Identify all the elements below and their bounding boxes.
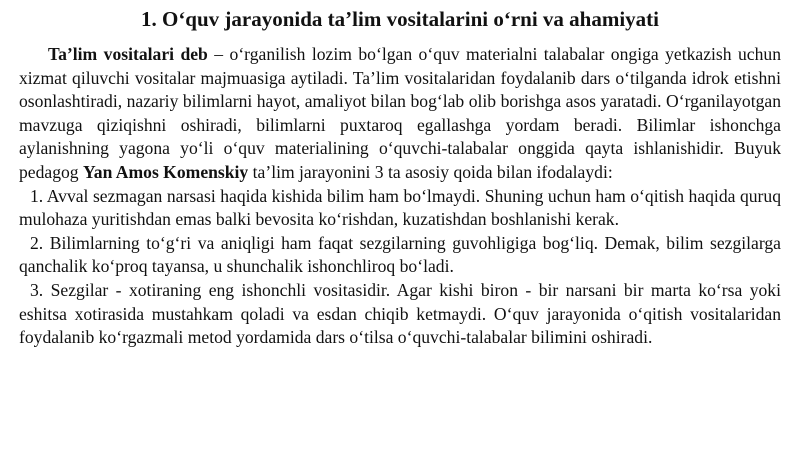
person-name: Yan Amos Komenskiy xyxy=(83,161,249,182)
intro-paragraph xyxy=(19,43,781,185)
rule-1: 1. Avval sezmagan narsasi haqida kishida bilim ham bo‘lmaydi. Shuning uchun ham o‘qitish haqida quruq mulohaza yuritishdan emas balki bevosita ko‘rishdan, kuzatishdan boshlanishi kerak. xyxy=(19,185,781,230)
section-title: 1. O‘quv jarayonida ta’lim vositalarini o‘rni va ahamiyati xyxy=(140,7,659,31)
rule-2: 2. Bilimlarning to‘g‘ri va aniqligi ham faqat sezgilarning guvohligiga bog‘liq. Demak, bilim sezgilarga qanchalik ko‘proq tayansa, u shunchalik ishonchliroq bo‘ladi. xyxy=(19,232,781,277)
intro-text-2: ta’lim jarayonini 3 ta asosiy qoida bilan ifodalaydi: xyxy=(248,161,613,182)
term-definition: Ta’lim vositalari deb xyxy=(48,44,208,64)
rule-3: 3. Sezgilar - xotiraning eng ishonchli vositasidir. Agar kishi biron - bir narsani bir marta ko‘rsa yoki eshitsa xotirasida mustahkam qoladi va esdan chiqib ketmaydi. O‘quv jarayonida o‘qitish vositalaridan foydalanib ko‘rgazmali metod yordamida dars o‘tilsa o‘quvchi-talabalar bilimini oshiradi. xyxy=(19,279,781,348)
intro-text-1: – o‘rganilish lozim bo‘lgan o‘quv materialni talabalar ongiga yetkazish uchun xizmat qiluvchi vositalar majmuasiga aytiladi. Ta’lim vositalaridan foydalanib dars o‘tilganda idrok etishni osonlashtiradi, nazariy bilimlarni hayot, amaliyot bilan bog‘lab olib borishga asos yaratadi. O‘rganilayotgan mavzuga qiziqishni oshiradi, bilimlarni puxtaroq egallashga yordam beradi. Bilimlar ishonchga aylanishning yagona yo‘li o‘quv materialining o‘quvchi-talabalar onggida qayta ishlanishidir. Buyuk pedagog xyxy=(19,44,782,182)
